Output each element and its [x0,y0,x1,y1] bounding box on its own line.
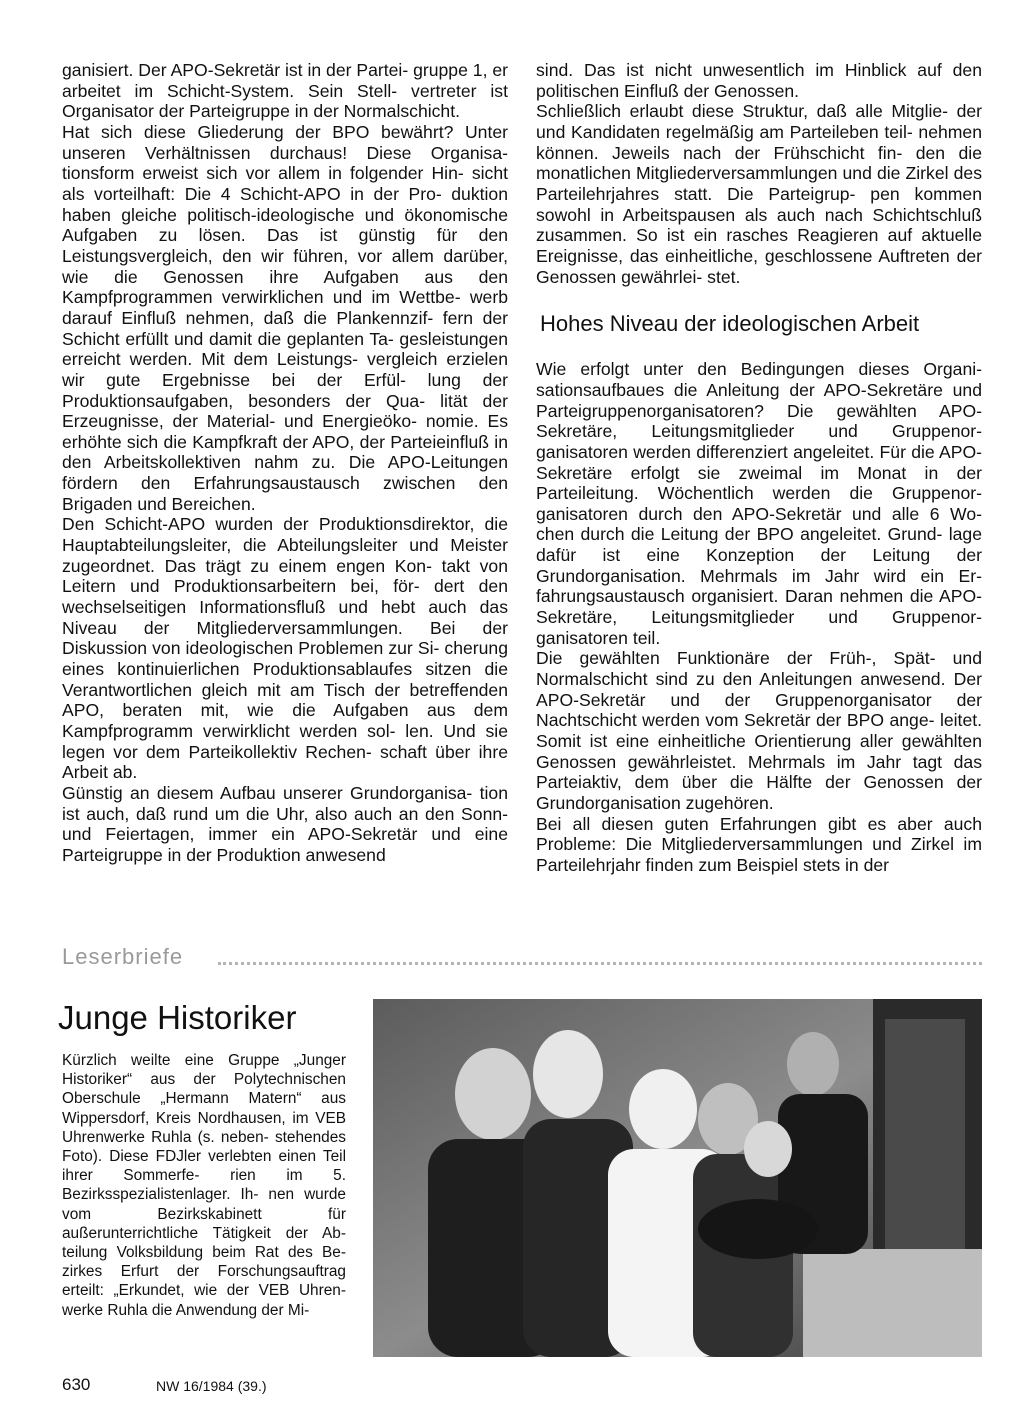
paragraph: Bei all diesen guten Erfahrungen gibt es aber auch Probleme: Die Mitgliederversammlungen und Zirkel im Parteilehrjahr finden zum Beispiel stets in der [536,813,982,875]
paragraph: Hat sich diese Gliederung der BPO bewährt? Unter unseren Verhältnissen durchaus! Diese Organisa- tionsform erweist sich vor allem in folgender Hin- sicht als vorteilhaft: Die 4 Schicht-APO in der Pro- duktion haben gleiche politisch-ideologische und ökonomische Aufgaben zu lösen. Das ist günstig für den Leistungsvergleich, den wir führen, vor allem darüber, wie die Genossen ihre Aufgaben aus den Kampfprogrammen verwirklichen und im Wettbe- werb darauf Einfluß nehmen, daß die Plankennzif- fern der Schicht erfüllt und damit die geplanten Ta- gesleistungen erreicht werden. Mit dem Leistungs- vergleich erzielen wir gute Ergebnisse bei der Erfül- lung der Produktionsaufgaben, besonders der Qua- lität der Erzeugnisse, der Material- und Energieöko- nomie. Es erhöhte sich die Kampfkraft der APO, der Parteieinfluß in den Arbeitskollektiven nahm zu. Die APO-Leitungen fördern den Erfahrungsaustausch zwischen den Brigaden und Bereichen. [62,121,508,514]
issue-reference: NW 16/1984 (39.) [156,1378,267,1394]
photo-illustration [373,999,982,1357]
section-heading: Hohes Niveau der ideologischen Arbeit [540,311,920,337]
paragraph: Günstig an diesem Aufbau unserer Grundorganisa- tion ist auch, daß rund um die Uhr, also auch an den Sonn- und Feiertagen, immer ein APO-Sekretär und eine Parteigruppe in der Produktion anwesend [62,782,508,865]
paragraph: Den Schicht-APO wurden der Produktionsdirektor, die Hauptabteilungsleiter, die Abteilungsleiter und Meister zugeordnet. Das trägt zu einem engen Kon- takt von Leitern und Produktionsarbeitern bei, för- dert den wechselseitigen Informationsfluß und hebt auch das Niveau der Mitgliederversammlungen. Bei der Diskussion von ideologischen Problemen zur Si- cherung eines kontinuierlichen Produktionsablaufes sitzen die Verantwortlichen gleich mit am Tisch der betreffenden APO, beraten mit, wie die Aufgaben aus dem Kampfprogramm verwirklicht werden sol- len. Und sie legen vor dem Parteikollektiv Rechen- schaft über ihre Arbeit ab. [62,514,508,783]
page-number: 630 [62,1375,91,1394]
section-label: Leserbriefe [62,944,193,970]
section-divider [218,962,982,965]
article-column-left [62,60,508,866]
letter-body: Kürzlich weilte eine Gruppe „Junger Historiker“ aus der Polytechnischen Oberschule „Hermann Matern“ aus Wippersdorf, Kreis Nordhausen, im VEB Uhrenwerke Ruhla (s. neben- stehendes Foto). Diese FDJler verlebten einen Teil ihrer Sommerfe- rien im 5. Bezirksspezialistenlager. Ih- nen wurde vom Bezirkskabinett für außerunterrichtliche Tätigkeit der Ab- teilung Volksbildung beim Rat des Be- zirkes Erfurt der Forschungsauftrag erteilt: „Erkundet, wie der VEB Uhren- werke Ruhla die Anwendung der Mi- [62,1052,346,1319]
paragraph: Die gewählten Funktionäre der Früh-, Spät- und Normalschicht sind zu den Anleitungen anwesend. Der APO-Sekretär und der Gruppenorganisator der Nachtschicht werden vom Sekretär der BPO ange- leitet. Somit ist eine einheitliche Orientierung aller gewählten Genossen gewährleistet. Mehrmals im Jahr tagt das Parteiaktiv, dem über die Hälfte der Genossen der Grundorganisation zugehören. [536,648,982,813]
paragraph: Schließlich erlaubt diese Struktur, daß alle Mitglie- der und Kandidaten regelmäßig am Parteileben teil- nehmen können. Jeweils nach der Frühschicht fin- den die monatlichen Mitgliederversammlungen und die Zirkel des Parteilehrjahres statt. Die Parteigrup- pen kommen sowohl in Arbeitspausen als auch nach Schichtschluß zusammen. So ist ein rasches Reagieren auf aktuelle Ereignisse, das einheitliche, geschlossene Auftreten der Genossen gewährlei- stet. [536,101,982,287]
article-column-right [536,60,982,876]
paragraph: Wie erfolgt unter den Bedingungen dieses Organi- sationsaufbaues die Anleitung der APO-Sekretäre und Parteigruppenorganisatoren? Die gewählten APO-Sekretäre, Leitungsmitglieder und Gruppenor- ganisatoren werden differenziert angeleitet. Für die APO-Sekretäre erfolgt sie zweimal im Monat in der Parteileitung. Wöchentlich werden die Gruppenor- ganisatoren durch den APO-Sekretär und alle 6 Wo- chen durch die Leitung der BPO angeleitet. Grund- lage dafür ist eine Konzeption der Leitung der Grundorganisation. Mehrmals im Jahr wird ein Er- fahrungsaustausch organisiert. Daran nehmen die APO-Sekretäre, Leitungsmitglieder und Gruppenor- ganisatoren teil. [536,359,982,648]
paragraph: ganisiert. Der APO-Sekretär ist in der Partei- gruppe 1, er arbeitet im Schicht-System. Sein Stell- vertreter ist Organisator der Parteigruppe in der Normalschicht. [62,60,508,122]
group-photo [373,999,982,1357]
paragraph: sind. Das ist nicht unwesentlich im Hinblick auf den politischen Einfluß der Genossen. [536,60,982,101]
letter-title: Junge Historiker [58,999,297,1036]
